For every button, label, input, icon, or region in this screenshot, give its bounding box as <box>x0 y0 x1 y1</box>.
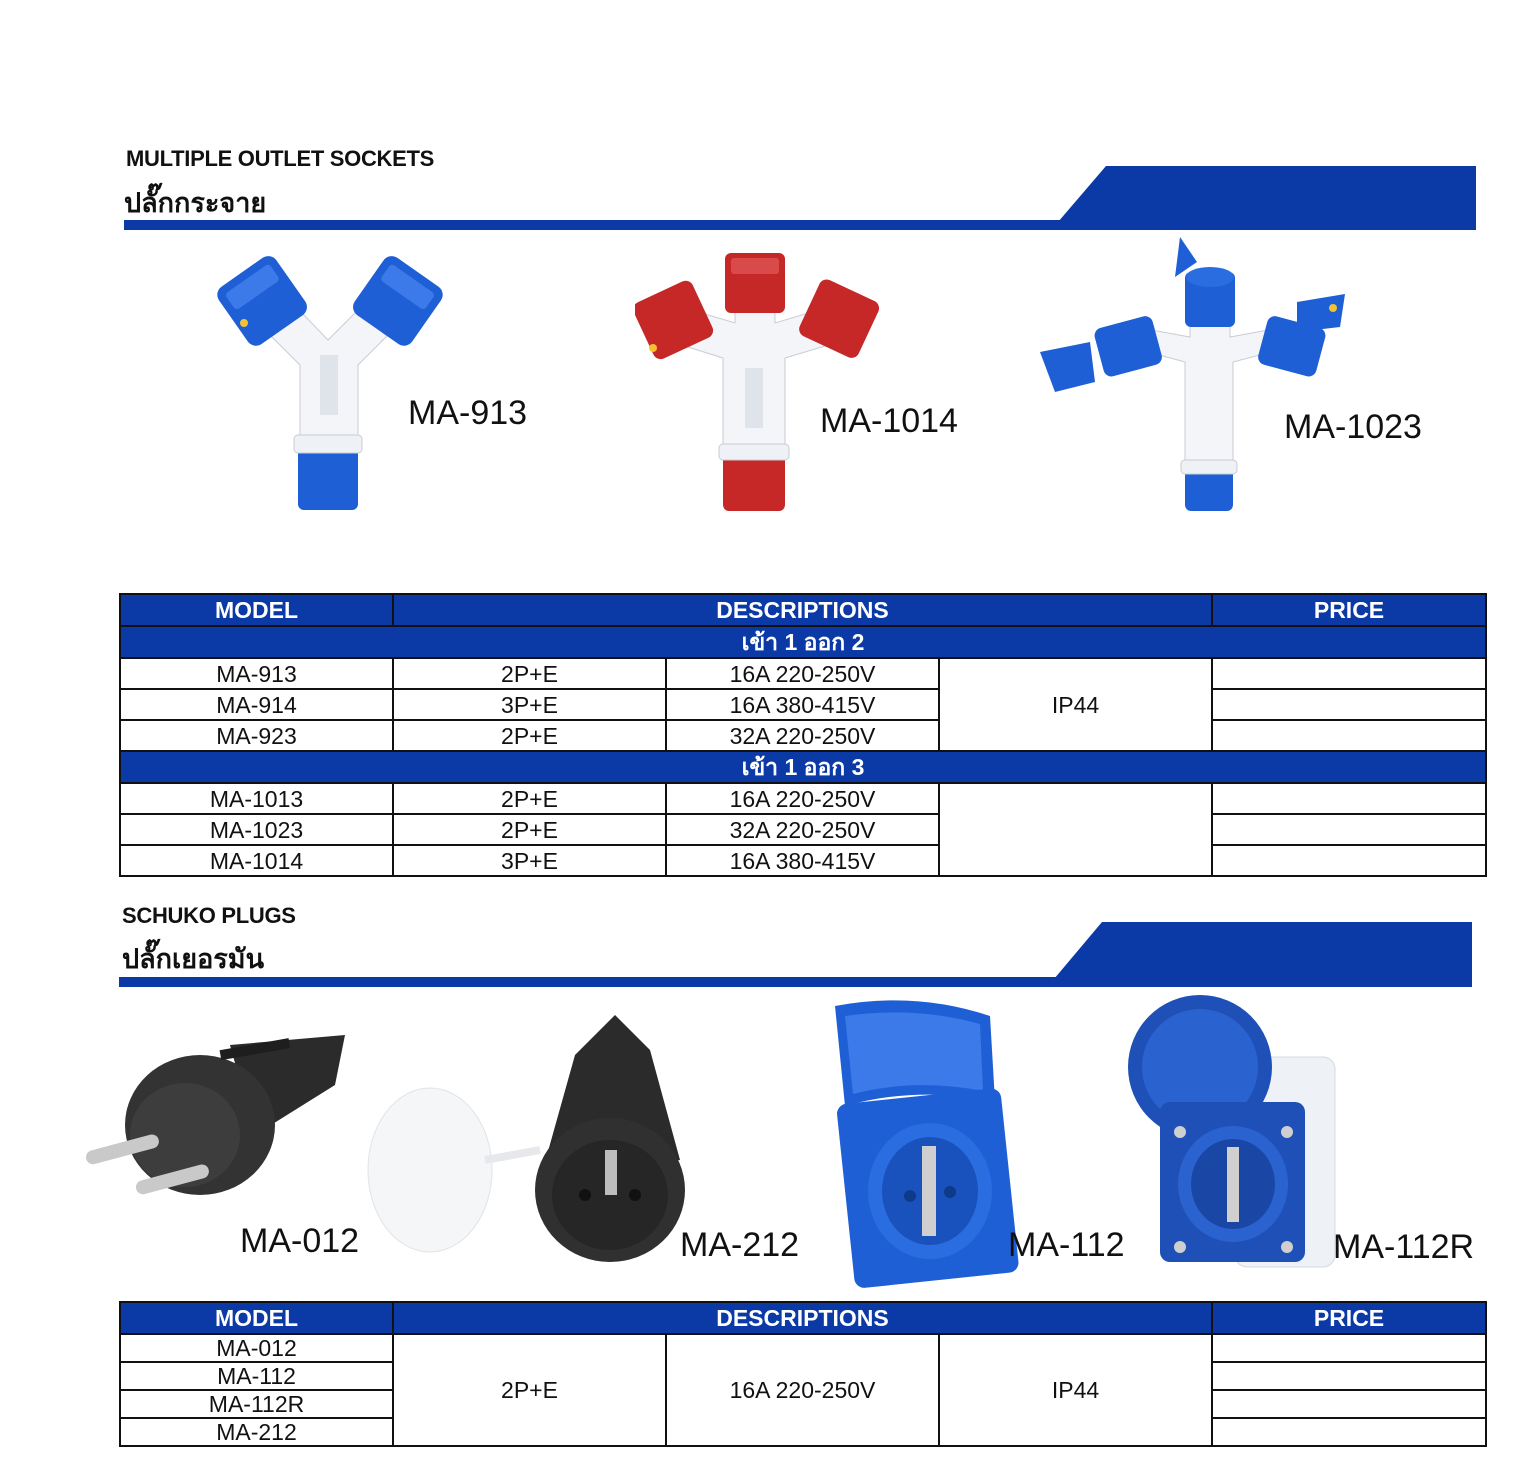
cell-poles: 2P+E <box>393 814 666 845</box>
cell-poles: 2P+E <box>393 720 666 751</box>
cell-rating: 32A 220-250V <box>666 720 939 751</box>
section-title-en: MULTIPLE OUTLET SOCKETS <box>126 146 435 171</box>
section-title-th: ปลั๊กเยอรมัน <box>122 944 265 974</box>
product-label: MA-1014 <box>820 402 958 440</box>
cell-model: MA-913 <box>120 658 393 689</box>
product-image-ma-112r <box>1125 992 1345 1282</box>
cell-protection <box>939 783 1212 876</box>
cell-poles: 3P+E <box>393 845 666 876</box>
product-label: MA-212 <box>680 1226 800 1264</box>
table-row <box>120 814 1486 845</box>
section-band-tab <box>1058 166 1476 222</box>
cell-poles: 2P+E <box>393 658 666 689</box>
header-model: MODEL <box>120 594 393 626</box>
cell-price <box>1212 689 1486 720</box>
product-image-ma-012 <box>80 1025 355 1210</box>
header-model: MODEL <box>120 1302 393 1334</box>
cell-model: MA-012 <box>120 1334 393 1362</box>
cell-protection: IP44 <box>939 658 1212 751</box>
cell-price <box>1212 783 1486 814</box>
section-band-tab <box>1054 922 1472 979</box>
cell-model: MA-1023 <box>120 814 393 845</box>
cell-rating: 16A 220-250V <box>666 1334 939 1446</box>
cell-rating: 16A 220-250V <box>666 658 939 689</box>
product-label: MA-112R <box>1333 1228 1475 1266</box>
cell-price <box>1212 1334 1486 1362</box>
cell-rating: 16A 380-415V <box>666 845 939 876</box>
cell-rating: 16A 380-415V <box>666 689 939 720</box>
product-image-ma-1023 <box>1035 232 1355 517</box>
cell-price <box>1212 845 1486 876</box>
header-descriptions: DESCRIPTIONS <box>393 1302 1212 1334</box>
cell-model: MA-112 <box>120 1362 393 1390</box>
section-title-en: SCHUKO PLUGS <box>122 903 296 928</box>
product-label: MA-1023 <box>1284 408 1422 446</box>
cell-rating: 16A 220-250V <box>666 783 939 814</box>
table-row <box>120 658 1486 689</box>
table-row <box>120 689 1486 720</box>
cell-price <box>1212 1418 1486 1446</box>
header-descriptions: DESCRIPTIONS <box>393 594 1212 626</box>
cell-poles: 2P+E <box>393 783 666 814</box>
cell-model: MA-1013 <box>120 783 393 814</box>
product-label: MA-913 <box>408 394 528 432</box>
cell-price <box>1212 814 1486 845</box>
product-label: MA-112 <box>1008 1226 1125 1264</box>
table-row <box>120 783 1486 814</box>
cell-poles: 3P+E <box>393 689 666 720</box>
cell-price <box>1212 658 1486 689</box>
cell-model: MA-112R <box>120 1390 393 1418</box>
spec-table-multiple-outlet <box>119 593 1487 877</box>
product-image-ma-212 <box>360 1010 690 1270</box>
cell-price <box>1212 1362 1486 1390</box>
cell-model: MA-914 <box>120 689 393 720</box>
product-image-ma-913 <box>210 245 450 520</box>
cell-rating: 32A 220-250V <box>666 814 939 845</box>
cell-model: MA-212 <box>120 1418 393 1446</box>
cell-model: MA-1014 <box>120 845 393 876</box>
table-row <box>120 845 1486 876</box>
cell-protection: IP44 <box>939 1334 1212 1446</box>
cell-poles: 2P+E <box>393 1334 666 1446</box>
product-image-ma-112 <box>825 996 1025 1291</box>
product-image-ma-1014 <box>635 248 885 513</box>
table-row <box>120 1334 1486 1362</box>
group-title: เข้า 1 ออก 2 <box>120 626 1486 658</box>
product-label: MA-012 <box>240 1222 360 1260</box>
cell-price <box>1212 720 1486 751</box>
table-row <box>120 720 1486 751</box>
section-title-th: ปลั๊กกระจาย <box>124 188 267 218</box>
spec-table-schuko <box>119 1301 1487 1447</box>
header-price: PRICE <box>1212 594 1486 626</box>
cell-model: MA-923 <box>120 720 393 751</box>
cell-price <box>1212 1390 1486 1418</box>
group-title: เข้า 1 ออก 3 <box>120 751 1486 783</box>
header-price: PRICE <box>1212 1302 1486 1334</box>
